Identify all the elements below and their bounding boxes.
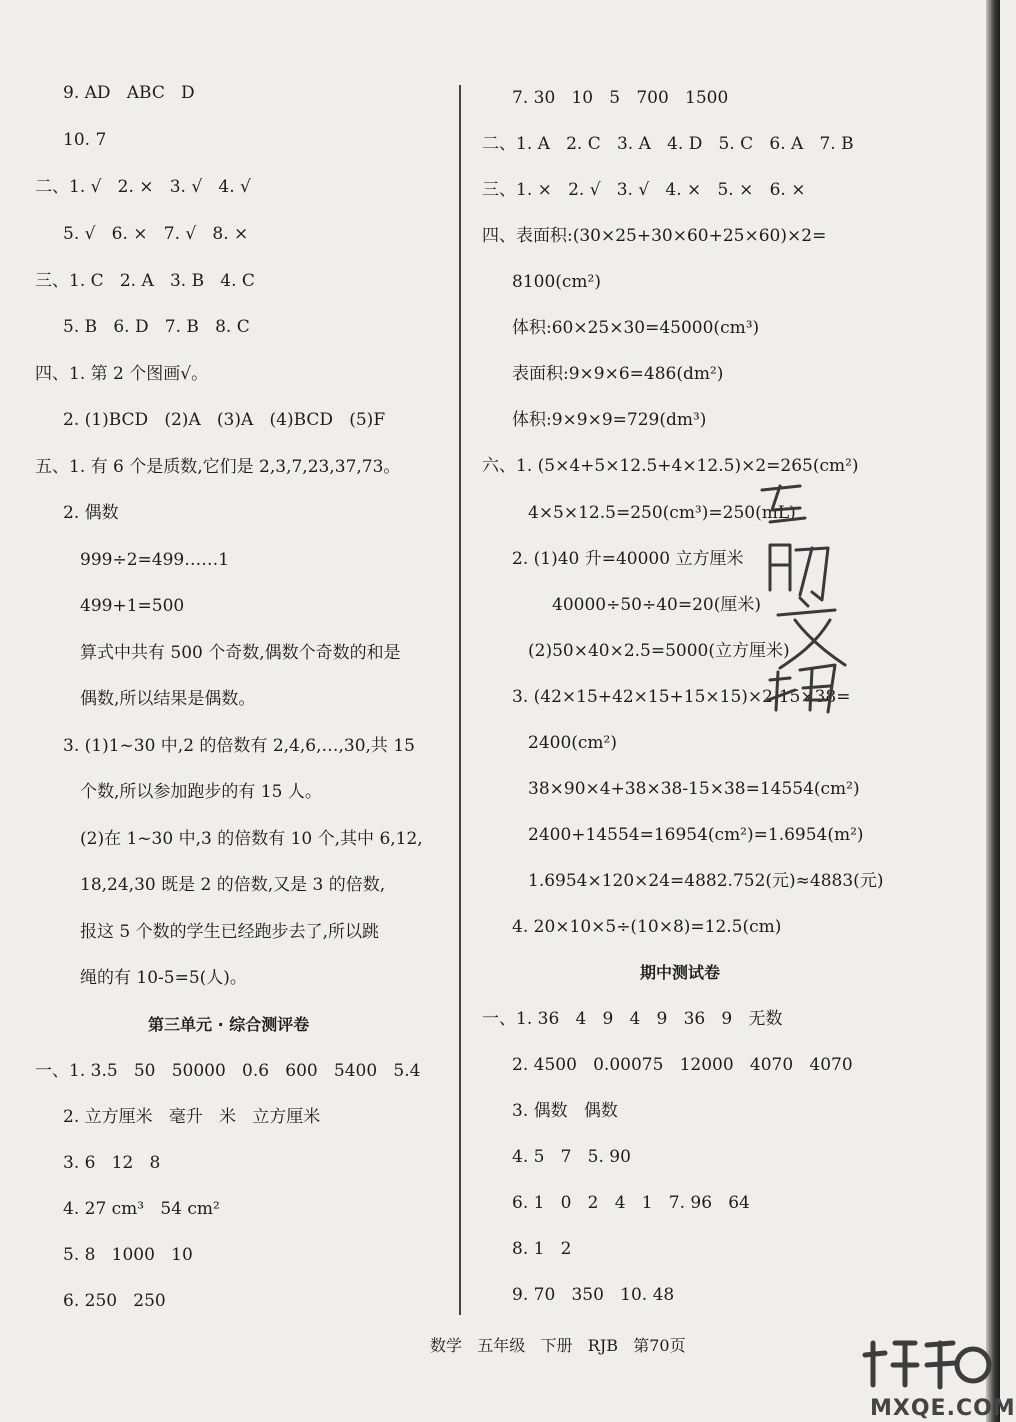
answer-line: 999÷2=499……1 <box>80 550 230 570</box>
answer-line: 6. 250 250 <box>63 1291 166 1311</box>
answer-line: 偶数,所以结果是偶数。 <box>80 689 256 709</box>
answer-line: 18,24,30 既是 2 的倍数,又是 3 的倍数, <box>80 875 386 895</box>
section-heading: 第三单元 · 综合测评卷 <box>148 1015 310 1034</box>
answer-line: 5. 8 1000 10 <box>63 1245 193 1265</box>
answer-line: 三、1. × 2. √ 3. √ 4. × 5. × 6. × <box>482 180 806 200</box>
answer-line: 二、1. A 2. C 3. A 4. D 5. C 6. A 7. B <box>482 134 854 154</box>
watermark-text: MXQE.COM <box>870 1396 1016 1421</box>
answer-line: 3. (1)1~30 中,2 的倍数有 2,4,6,…,30,共 15 <box>63 736 415 756</box>
answer-line: 8. 1 2 <box>512 1239 572 1259</box>
page-edge-shadow <box>986 0 1000 1422</box>
answer-line: 体积:9×9×9=729(dm³) <box>512 410 707 430</box>
answer-line: 2. 4500 0.00075 12000 4070 4070 <box>512 1055 853 1075</box>
answer-line: (2)在 1~30 中,3 的倍数有 10 个,其中 6,12, <box>80 829 423 849</box>
answer-line: 3. 6 12 8 <box>63 1153 161 1173</box>
answer-line: 2. (1)BCD (2)A (3)A (4)BCD (5)F <box>63 410 386 430</box>
answer-line: 5. √ 6. × 7. √ 8. × <box>63 224 249 244</box>
answer-line: 9. 70 350 10. 48 <box>512 1285 675 1305</box>
answer-line: 4. 27 cm³ 54 cm² <box>63 1199 220 1219</box>
answer-line: 3. 偶数 偶数 <box>512 1101 618 1121</box>
answer-line: 六、1. (5×4+5×12.5+4×12.5)×2=265(cm²) <box>482 456 859 476</box>
answer-line: 三、1. C 2. A 3. B 4. C <box>35 271 255 291</box>
answer-line: 2400(cm²) <box>528 733 617 753</box>
section-heading: 期中测试卷 <box>640 963 721 982</box>
answer-line: 绳的有 10-5=5(人)。 <box>80 968 247 988</box>
answer-line: 4. 20×10×5÷(10×8)=12.5(cm) <box>512 917 782 937</box>
answer-line: 个数,所以参加跑步的有 15 人。 <box>80 782 322 802</box>
answer-line: 499+1=500 <box>80 596 185 616</box>
answer-line: 一、1. 36 4 9 4 9 36 9 无数 <box>482 1009 783 1029</box>
answer-line: 报这 5 个数的学生已经跑步去了,所以跳 <box>80 922 380 942</box>
answer-line: 一、1. 3.5 50 50000 0.6 600 5400 5.4 <box>35 1061 421 1081</box>
answer-line: 体积:60×25×30=45000(cm³) <box>512 318 760 338</box>
answer-line: 7. 30 10 5 700 1500 <box>512 88 729 108</box>
answer-line: 10. 7 <box>63 130 107 150</box>
column-divider <box>459 85 461 1315</box>
answer-line: 5. B 6. D 7. B 8. C <box>63 317 250 337</box>
answer-line: 4×5×12.5=250(cm³)=250(mL) <box>528 503 796 523</box>
answer-line: 4. 5 7 5. 90 <box>512 1147 631 1167</box>
answer-line: 2. (1)40 升=40000 立方厘米 <box>512 549 744 569</box>
answer-line: 算式中共有 500 个奇数,偶数个奇数的和是 <box>80 643 401 663</box>
page-footer: 数学 五年级 下册 RJB 第70页 <box>430 1336 686 1355</box>
answer-line: 1.6954×120×24=4882.752(元)≈4883(元) <box>528 871 884 891</box>
answer-line: 五、1. 有 6 个是质数,它们是 2,3,7,23,37,73。 <box>35 457 401 477</box>
answer-line: (2)50×40×2.5=5000(立方厘米) <box>528 641 790 661</box>
answer-line: 2400+14554=16954(cm²)=1.6954(m²) <box>528 825 864 845</box>
answer-line: 二、1. √ 2. × 3. √ 4. √ <box>35 177 251 197</box>
answer-line: 四、表面积:(30×25+30×60+25×60)×2= <box>482 226 827 246</box>
answer-line: 2. 偶数 <box>63 503 119 523</box>
answer-line: 40000÷50÷40=20(厘米) <box>552 595 761 615</box>
answer-line: 9. AD ABC D <box>63 83 195 103</box>
answer-line: 四、1. 第 2 个图画√。 <box>35 364 209 384</box>
answer-line: 8100(cm²) <box>512 272 601 292</box>
answer-line: 3. (42×15+42×15+15×15)×2-15×38= <box>512 687 851 707</box>
answer-line: 表面积:9×9×6=486(dm²) <box>512 364 724 384</box>
answer-line: 6. 1 0 2 4 1 7. 96 64 <box>512 1193 750 1213</box>
answer-line: 38×90×4+38×38-15×38=14554(cm²) <box>528 779 860 799</box>
answer-line: 2. 立方厘米 毫升 米 立方厘米 <box>63 1107 321 1127</box>
